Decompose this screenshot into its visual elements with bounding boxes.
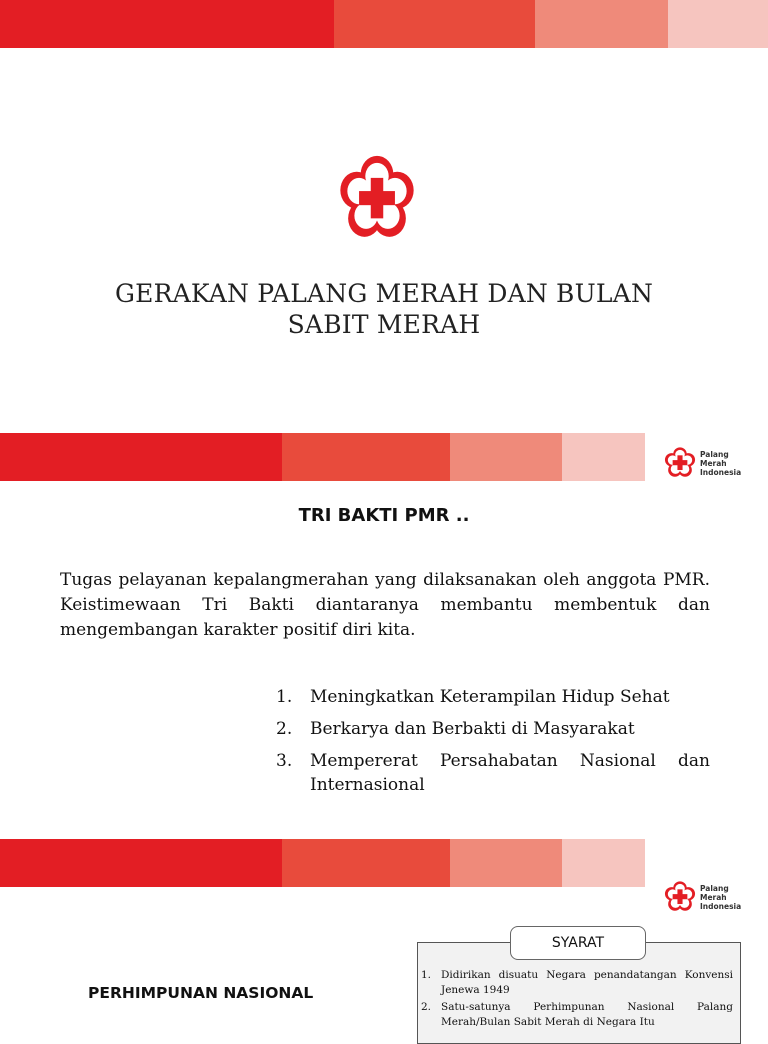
tri-bakti-list (276, 685, 710, 805)
band-segment-pink (562, 433, 645, 481)
slide2-paragraph: Tugas pelayanan kepalangmerahan yang dilaksanakan oleh anggota PMR. Keistimewaan Tri Bakti diantaranya membantu membentuk dan mengembangan karakter positif diri kita. (60, 570, 710, 640)
list-text: Meningkatkan Keterampilan Hidup Sehat (310, 687, 670, 707)
band-segment-salmon (535, 0, 668, 48)
list-number: 3. (276, 751, 293, 771)
slide2-color-band (0, 433, 645, 481)
pmi-logo (664, 877, 764, 917)
band-segment-pink (668, 0, 768, 48)
list-item (276, 717, 710, 741)
syarat-label: SYARAT (510, 926, 646, 960)
list-item (421, 1000, 733, 1030)
list-number: 2. (276, 719, 293, 739)
band-segment-red (0, 433, 282, 481)
band-segment-pink (562, 839, 645, 887)
band-segment-salmon (450, 839, 562, 887)
band-segment-red-orange (282, 839, 450, 887)
logo-line-2: Merah (700, 892, 727, 902)
pmi-logo-text (700, 884, 741, 911)
logo-line-2: Merah (700, 458, 727, 468)
list-number: 1. (276, 687, 293, 707)
slide2-heading: TRI BAKTI PMR .. (298, 505, 470, 526)
logo-line-1: Palang (700, 449, 729, 459)
logo-line-3: Indonesia (700, 901, 742, 911)
list-text: Satu-satunya Perhimpunan Nasional Palang Merah/Bulan Sabit Merah di Negara Itu (441, 1001, 733, 1028)
list-item (276, 749, 710, 797)
top-color-band (0, 0, 768, 48)
slide3-heading: PERHIMPUNAN NASIONAL (88, 984, 314, 1002)
band-segment-red (0, 839, 282, 887)
slide-title-line-2: SABIT MERAH (287, 310, 481, 339)
list-number: 2. (421, 1001, 432, 1013)
band-segment-salmon (450, 433, 562, 481)
band-segment-red (0, 0, 334, 48)
red-cross-flower-icon (338, 155, 416, 243)
band-segment-red-orange (334, 0, 535, 48)
logo-line-1: Palang (700, 883, 729, 893)
slide-title (60, 278, 708, 340)
list-number: 1. (421, 969, 432, 981)
pmi-logo (664, 443, 764, 483)
list-item (421, 968, 733, 998)
red-cross-flower-icon (664, 447, 696, 479)
red-cross-flower-icon (664, 881, 696, 913)
pmi-logo-text (700, 450, 741, 477)
list-item (276, 685, 710, 709)
syarat-list (421, 968, 733, 1032)
logo-line-3: Indonesia (700, 467, 742, 477)
band-segment-red-orange (282, 433, 450, 481)
slide-title-line-1: GERAKAN PALANG MERAH DAN BULAN (114, 279, 654, 308)
list-text: Didirikan disuatu Negara penandatangan Konvensi Jenewa 1949 (441, 969, 733, 996)
list-text: Berkarya dan Berbakti di Masyarakat (310, 719, 635, 739)
list-text: Mempererat Persahabatan Nasional dan Internasional (310, 751, 710, 795)
slide3-color-band (0, 839, 645, 887)
